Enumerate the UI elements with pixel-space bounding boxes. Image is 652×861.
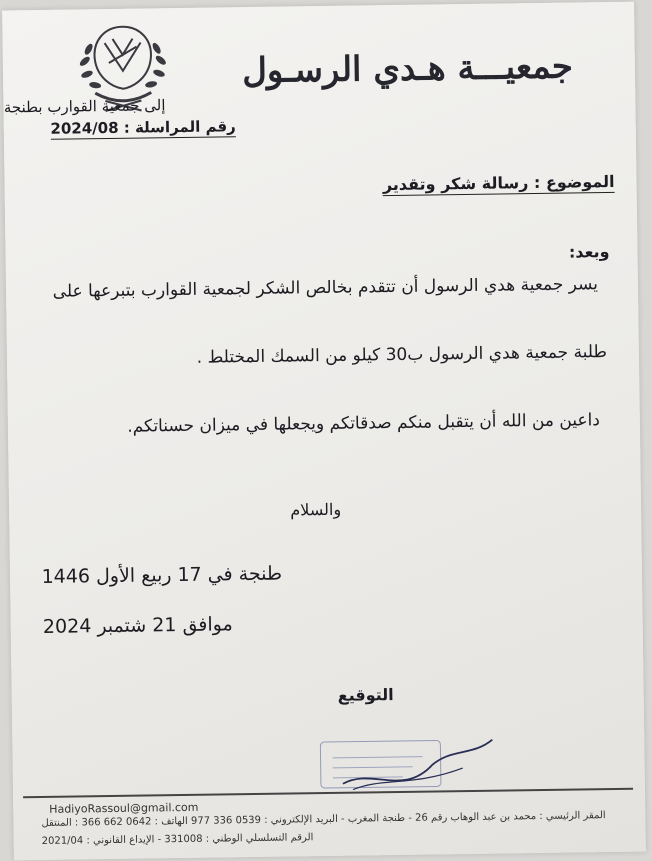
gregorian-date: موافق 21 شتمبر 2024	[42, 613, 233, 638]
body-line-1: يسر جمعية هدي الرسول أن تتقدم بخالص الشكر لجمعية القوارب بتبرعها على	[52, 274, 599, 302]
footer-email: HadiyoRassoul@gmail.com	[49, 800, 199, 816]
letter-page	[2, 2, 646, 861]
subject-line: الموضوع : رسالة شكر وتقدير	[382, 171, 615, 195]
recipient-line: إلى جمعية القوارب بطنجة	[3, 96, 166, 117]
body-line-3: داعين من الله أن يتقبل منكم صدقاتكم ويجعلها في ميزان حسناتكم.	[127, 410, 601, 437]
organization-name: جمعيـــة هـدي الرسـول	[241, 46, 574, 92]
hijri-date: طنجة في 17 ربيع الأول 1446	[41, 562, 283, 588]
closing: والسلام	[290, 499, 342, 520]
footer-address: المقر الرئيسي : محمد بن عبد الوهاب رقم 26 - طنجة المغرب - البريد الإلكتروني : 0539 336 977 الهاتف : 0642 662 366 : المنتقل	[41, 810, 606, 829]
salutation: وبعد:	[568, 241, 610, 262]
stamp-and-signature	[312, 726, 503, 807]
footer-registration: الرقم التسلسلي الوطني : 331008 - الإيداع القانوني : 2021/04	[41, 832, 314, 847]
reference-number: رقم المراسلة : 2024/08	[50, 117, 236, 138]
body-line-2: طلبة جمعية هدي الرسول ب30 كيلو من السمك المختلط .	[196, 342, 608, 368]
signature-label: التوقيع	[337, 685, 394, 705]
